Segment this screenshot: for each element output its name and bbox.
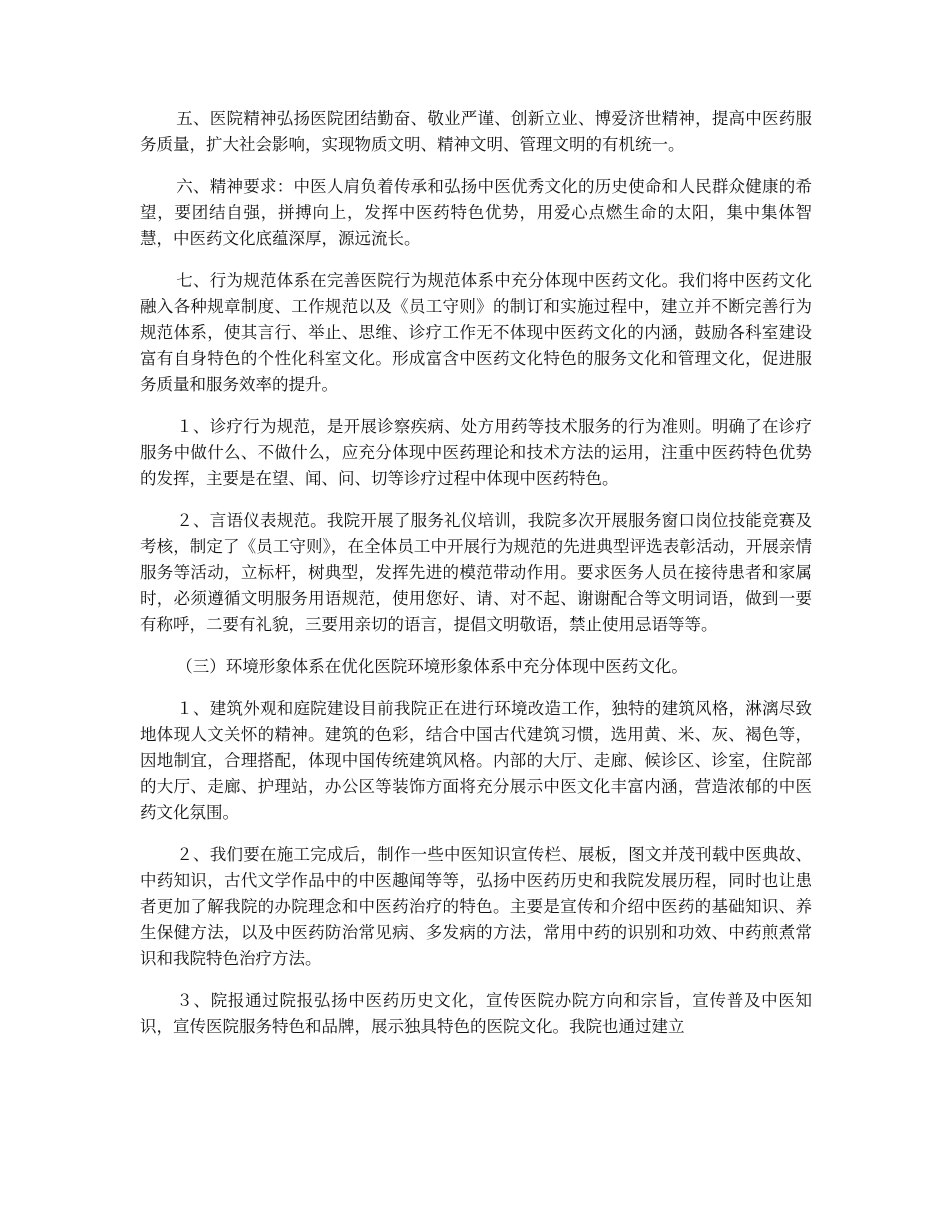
paragraph-publicity-boards: ２、我们要在施工完成后，制作一些中医知识宣传栏、展板，图文并茂刊载中医典故、中药知识，古代文学作品中的中医趣闻等等，弘扬中医药历史和我院发展历程，同时也让患者更加了解我院的办院理念和中医药治疗的特色。主要是宣传和介绍中医药的基础知识、养生保健方法，以及中医药防治常见病、多发病的方法，常用中药的识别和功效、中药煎煮常识和我院特色治疗方法。: [140, 845, 812, 968]
paragraph-spirit-requirements: 六、精神要求：中医人肩负着传承和弘扬中医优秀文化的历史使命和人民群众健康的希望，要团结自强，拼搏向上，发挥中医药特色优势，用爱心点燃生命的太阳，集中集体智慧，中医药文化底蕴深厚，源远流长。: [140, 177, 812, 248]
paragraph-hospital-newspaper: ３、院报通过院报弘扬中医药历史文化，宣传医院办院方向和宗旨，宣传普及中医知识，宣传医院服务特色和品牌，展示独具特色的医院文化。我院也通过建立: [140, 991, 812, 1036]
paragraph-diagnosis-standards: １、诊疗行为规范，是开展诊察疾病、处方用药等技术服务的行为准则。明确了在诊疗服务中做什么、不做什么，应充分体现中医药理论和技术方法的运用，注重中医药特色优势的发挥，主要是在望、闻、问、切等诊疗过程中体现中医药特色。: [140, 417, 812, 488]
paragraph-speech-appearance: ２、言语仪表规范。我院开展了服务礼仪培训，我院多次开展服务窗口岗位技能竞赛及考核，制定了《员工守则》，在全体员工中开展行为规范的先进典型评选表彰活动，开展亲情服务等活动，立标杆，树典型，发挥先进的模范带动作用。要求医务人员在接待患者和家属时，必须遵循文明服务用语规范，使用您好、请、对不起、谢谢配合等文明词语，做到一要有称呼，二要有礼貌，三要用亲切的语言，提倡文明敬语，禁止使用忌语等等。: [140, 511, 812, 634]
paragraph-architecture: １、建筑外观和庭院建设目前我院正在进行环境改造工作，独特的建筑风格，淋漓尽致地体现人文关怀的精神。建筑的色彩，结合中国古代建筑习惯，选用黄、米、灰、褐色等，因地制宜，合理搭配，体现中国传统建筑风格。内部的大厅、走廊、候诊区、诊室，住院部的大厅、走廊、护理站，办公区等装饰方面将充分展示中医文化丰富内涵，营造浓郁的中医药文化氛围。: [140, 699, 812, 822]
paragraph-behavior-standards: 七、行为规范体系在完善医院行为规范体系中充分体现中医药文化。我们将中医药文化融入各种规章制度、工作规范以及《员工守则》的制订和实施过程中，建立并不断完善行为规范体系，使其言行、举止、思维、诊疗工作无不体现中医药文化的内涵，鼓励各科室建设富有自身特色的个性化科室文化。形成富含中医药文化特色的服务文化和管理文化，促进服务质量和服务效率的提升。: [140, 271, 812, 394]
paragraph-hospital-spirit: 五、医院精神弘扬医院团结勤奋、敬业严谨、创新立业、博爱济世精神，提高中医药服务质量，扩大社会影响，实现物质文明、精神文明、管理文明的有机统一。: [140, 109, 812, 154]
section-heading-environment: （三）环境形象体系在优化医院环境形象体系中充分体现中医药文化。: [176, 657, 688, 676]
document-page: [140, 106, 812, 1056]
